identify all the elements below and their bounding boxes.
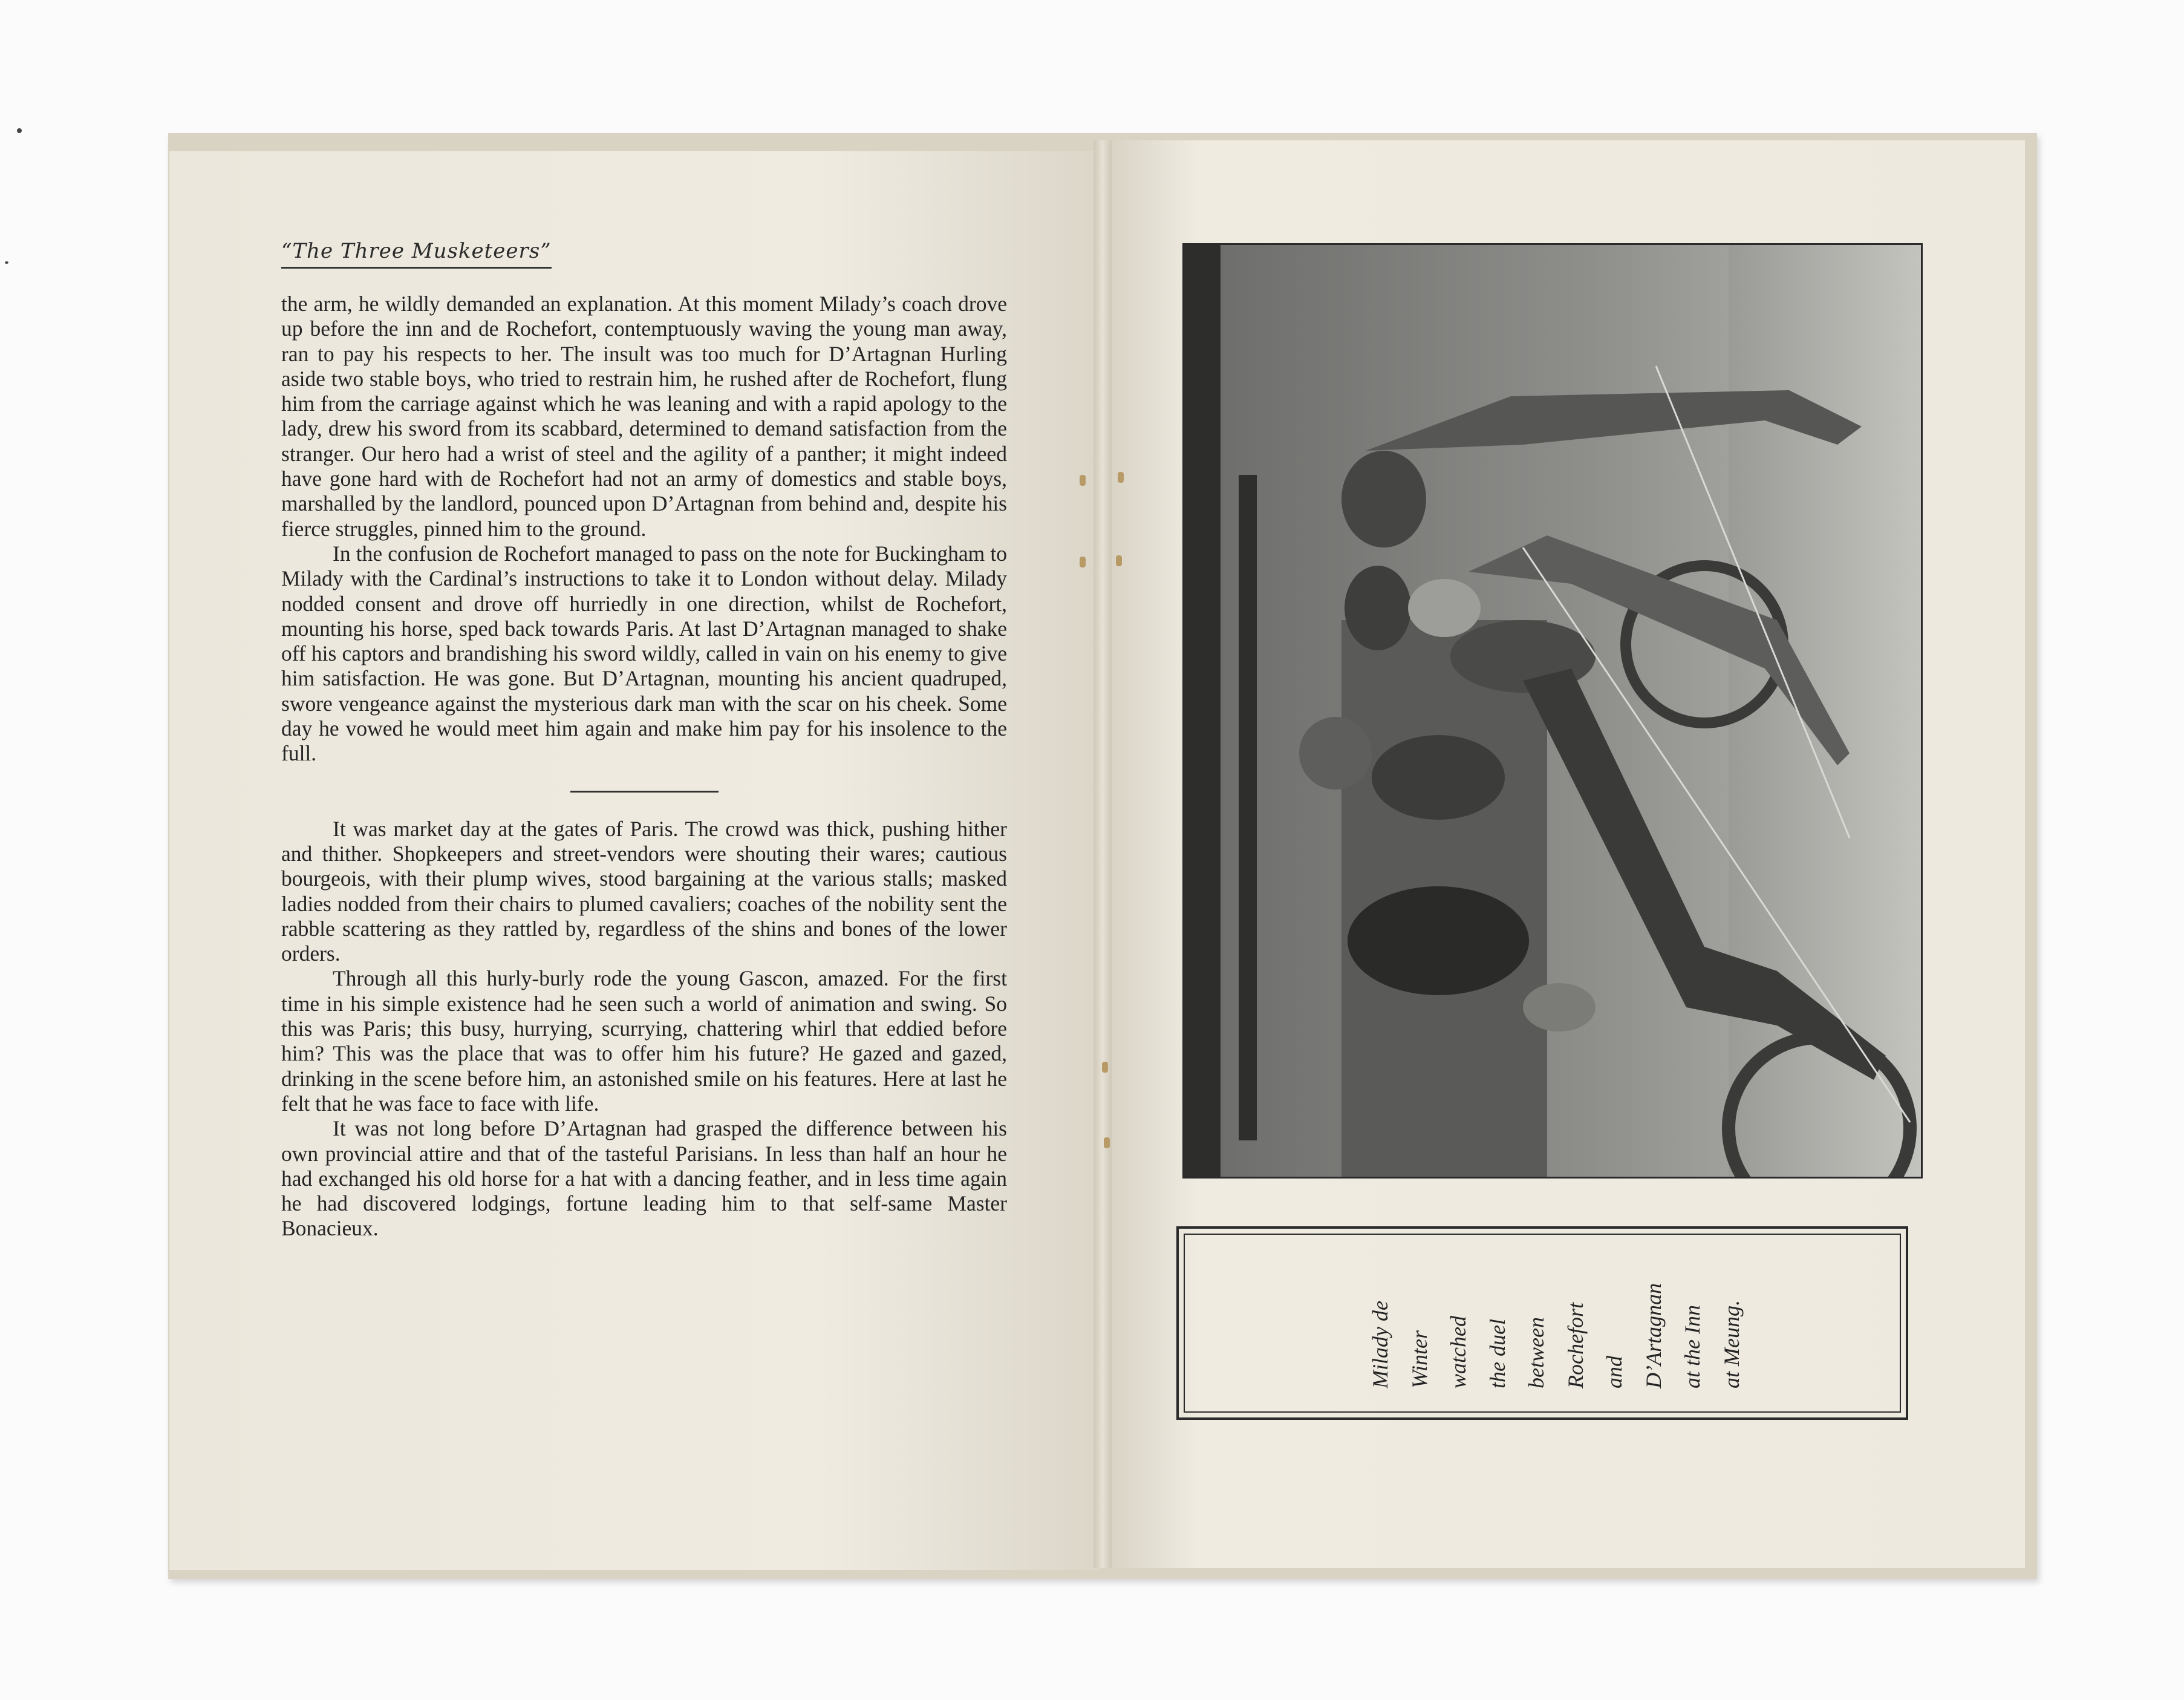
stitch bbox=[1080, 557, 1086, 567]
speck bbox=[5, 261, 8, 264]
caption-line: and bbox=[1602, 1356, 1626, 1388]
stitch bbox=[1102, 1062, 1108, 1073]
caption-line: watched bbox=[1446, 1316, 1470, 1388]
caption-line: Rochefort bbox=[1563, 1303, 1588, 1388]
body-text bbox=[281, 292, 1007, 1241]
stitch bbox=[1080, 475, 1086, 486]
stitch bbox=[1118, 472, 1124, 483]
caption-line: Winter bbox=[1407, 1330, 1432, 1388]
gutter bbox=[1094, 140, 1112, 1568]
caption-line: the duel bbox=[1485, 1319, 1510, 1388]
caption-line: between bbox=[1524, 1317, 1548, 1388]
speck bbox=[17, 128, 22, 133]
section-divider bbox=[570, 791, 719, 793]
paragraph: It was not long before D’Artagnan had grasped the difference between his own provincial attire and that of the tasteful Parisians. In less than half an hour he had exchanged his old horse for a hat with a dancing feather, and in less time again he had discovered lodgings, fortune leading him to that self-same Master Bonacieux. bbox=[281, 1116, 1007, 1241]
paragraph: It was market day at the gates of Paris. The crowd was thick, pushing hither and thither. Shopkeepers and street-vendors were shouting their wares; cautious bourgeois, with their plump wives, stood bargaining at the various stalls; masked ladies nodded from their chairs to plumed cavaliers; coaches of the nobility sent the rabble scattering as they rattled by, regardless of the shins and bones of the lower orders. bbox=[281, 816, 1007, 966]
paragraph: In the confusion de Rochefort managed to pass on the note for Buckingham to Milady with the Cardinal’s instructions to take it to London without delay. Milady nodded consent and drove off hurriedly in one direction, whilst de Rochefort, mounting his horse, sped back towards Paris. At last D’Artagnan managed to shake off his captors and brandishing his sword wildly, called in vain on his enemy to give him satisfaction. He was gone. But D’Artagnan, mounting his ancient quadruped, swore vengeance against the mysterious dark man with the scar on his cheek. Some day he vowed he would meet him again and make him pay for his insolence to the full. bbox=[281, 541, 1007, 766]
running-head: “The Three Musketeers” bbox=[281, 239, 552, 269]
film-still-photo bbox=[1182, 243, 1923, 1179]
caption-line: at the Inn bbox=[1680, 1305, 1704, 1388]
photo-caption bbox=[1361, 1283, 1751, 1388]
caption-line: D’Artagnan bbox=[1641, 1283, 1666, 1388]
stitch bbox=[1104, 1137, 1110, 1148]
paragraph: the arm, he wildly demanded an explanation. At this moment Milady’s coach drove up before the inn and de Rochefort, contemptuously waving the young man away, ran to pay his respects to her. The insult was too much for D’Artagnan Hurling aside two stable boys, who tried to restrain him, he rushed after de Rochefort, flung him from the carriage against which he was leaning and with a rapid apology to the lady, drew his sword from its scabbard, determined to demand satisfaction from the stranger. Our hero had a wrist of steel and the agility of a panther; it might indeed have gone hard with de Rochefort had not an army of domestics and stable boys, marshalled by the landlord, pounced upon D’Artagnan from behind and, despite his fierce struggles, pinned him to the ground. bbox=[281, 292, 1007, 541]
caption-line: at Meung. bbox=[1719, 1300, 1744, 1388]
stitch bbox=[1116, 555, 1122, 566]
paragraph: Through all this hurly-burly rode the young Gascon, amazed. For the first time in his simple existence had he seen such a world of animation and swing. So this was Paris; this busy, hurrying, scurrying, chattering whirl that eddied before him? This was the place that was to offer him his future? He gazed and gazed, drinking in the scene before him, an astonished smile on his features. Here at last he felt that he was face to face with life. bbox=[281, 966, 1007, 1116]
caption-line: Milady de bbox=[1368, 1301, 1392, 1388]
